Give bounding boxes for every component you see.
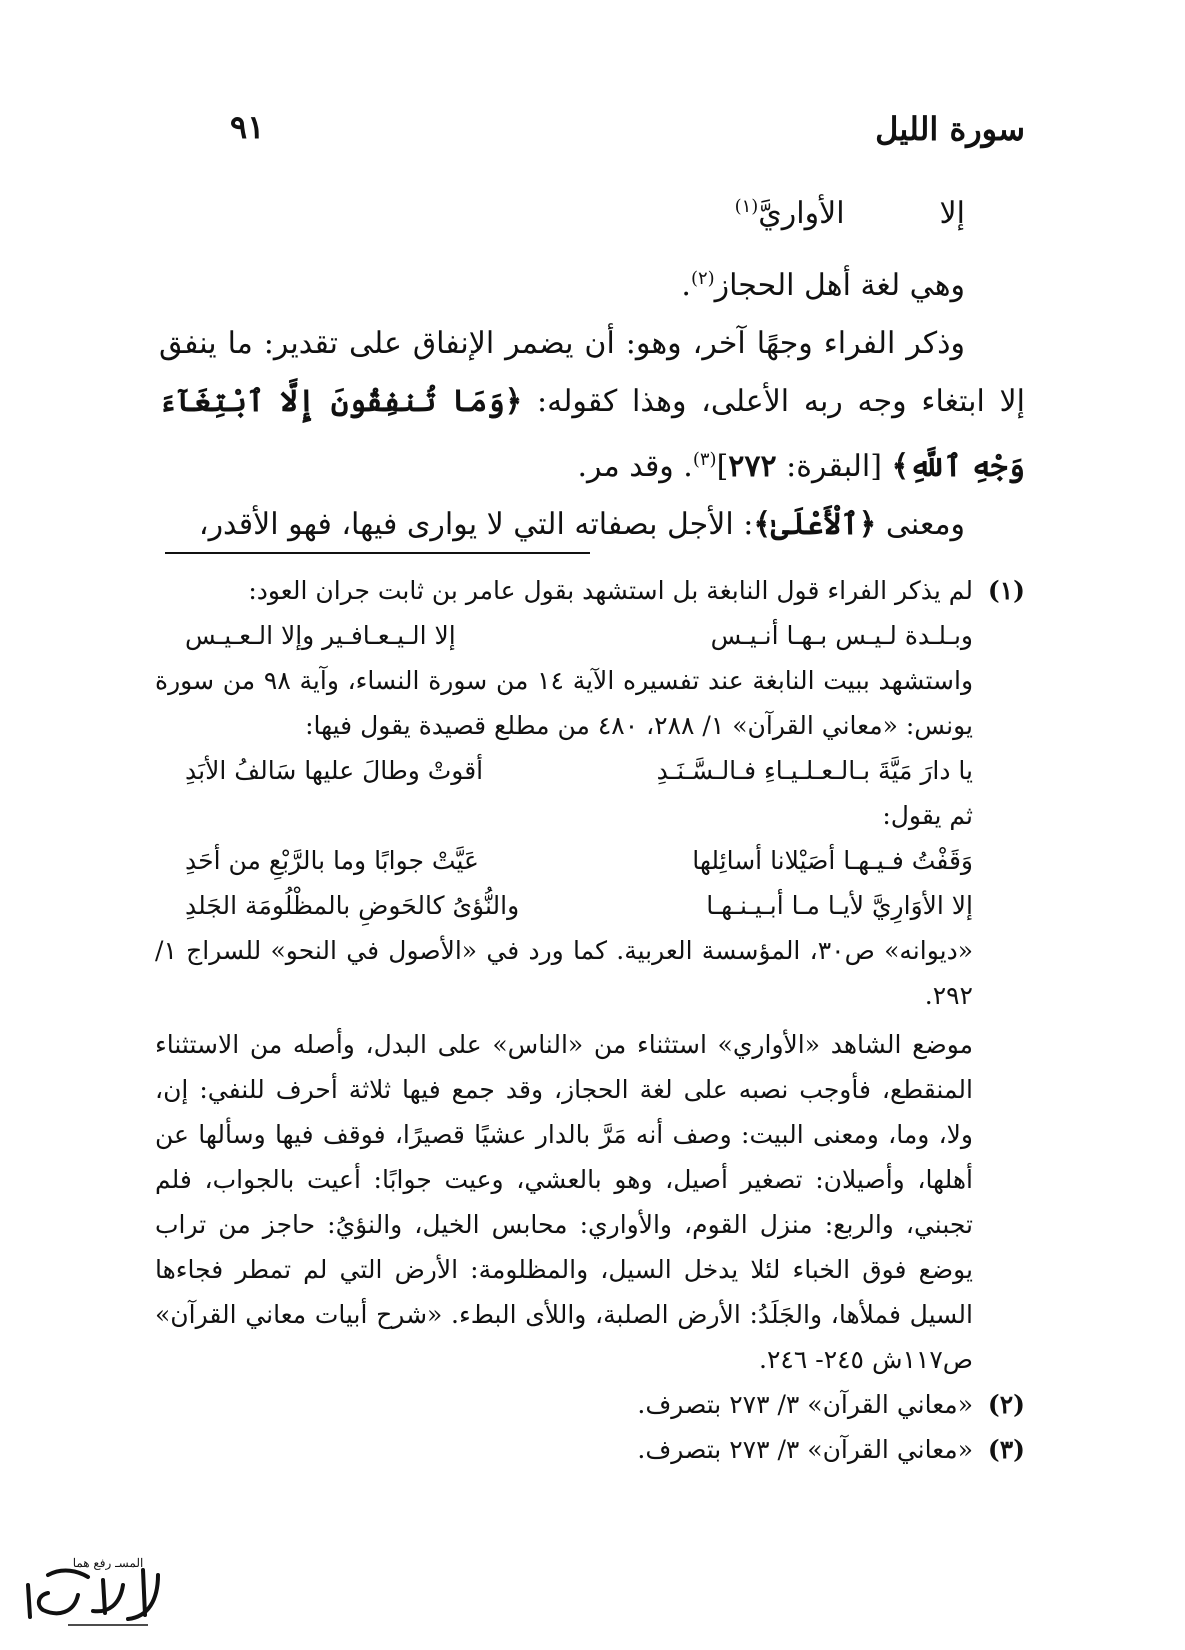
footnote-number: (١) <box>987 576 1025 605</box>
footnote-text: واستشهد ببيت النابغة عند تفسيره الآية ١٤ من سورة النساء، وآية ٩٨ من سورة يونس: «معاني القرآن» ١/ ٢٨٨، ٤٨٠ من مطلع قصيدة يقول فيها: <box>155 666 974 740</box>
footnote-text: «معاني القرآن» ٣/ ٢٧٣ بتصرف. <box>637 1390 973 1419</box>
paragraph: وذكر الفراء وجهًا آخر، وهو: أن يضمر الإنفاق على تقدير: ما ينفق إلا ابتغاء وجه ربه الأعلى، وهذا كقوله: ﴿وَمَا تُنفِقُونَ إِلَّا ٱبْتِغَآءَ وَجْهِ ٱللَّهِ﴾ [البقرة: ٢٧٢]$^{(٣)}$. وقد مر. <box>159 326 1025 484</box>
footnote-ref: (٢) <box>690 268 715 289</box>
verse-word: إلا <box>939 196 965 231</box>
verse-word: الأواريَّ$^{(١)}$ <box>734 196 845 231</box>
svg-text:المسـ رفع هما: المسـ رفع هما <box>72 1556 144 1570</box>
footnote-2 <box>155 1382 1025 1427</box>
footnote-divider <box>165 552 590 554</box>
poem-verse: وبـلـدة لـيـس بـهـا أنـيـس إلا الـيـعـافـير وإلا الـعـيـس <box>185 621 973 650</box>
footnote-text: «ديوانه» ص٣٠، المؤسسة العربية. كما ورد في «الأصول في النحو» للسراج ١/ ٢٩٢. <box>155 936 973 1010</box>
paragraph: وهي لغة أهل الحجاز$^{(٢)}$. <box>681 268 965 303</box>
poem-verse: وَقَفْتُ فـيـهـا أصَيْلانا أسائِلها عَيَّتْ جوابًا وما بالرَّبْعِ من أحَدِ <box>185 846 973 875</box>
footnote-text: ثم يقول: <box>882 801 973 830</box>
poem-verse: إلا الأوَارِيَّ لأيـا مـا أبـيـنـهـا والنُّؤىُ كالحَوضِ بالمظْلُومَة الجَلدِ <box>185 891 973 920</box>
footnotes <box>155 568 1025 1472</box>
footnote-text: موضع الشاهد «الأواري» استثناء من «الناس» على البدل، وأصله من الاستثناء المنقطع، فأوجب نصبه على لغة الحجاز، وقد جمع فيها ثلاثة أحرف للنفي: إن، ولا، وما، ومعنى البيت: وصف أنه مَرَّ بالدار عشيًا قصيرًا، فوقف فيها وسألها عن أهلها، وأصيلان: تصغير أصيل، وهو بالعشي، وعيت جوابًا: أعيت بالجواب، فلم تجبني، والربع: منزل القوم، والأواري: محابس الخيل، والنؤيُ: حاجز من تراب يوضع فوق الخباء لئلا يدخل السيل، والمظلومة: الأرض التي لم تمطر فجاءها السيل فملأها، والجَلَدُ: الأرض الصلبة، واللأى البطء. «شرح أبيات معاني القرآن» ص١١٧ش ٢٤٥- ٢٤٦. <box>155 1030 973 1374</box>
footnote-text: لم يذكر الفراء قول النابغة بل استشهد بقول عامر بن ثابت جران العود: <box>248 576 973 605</box>
main-text <box>159 250 1025 554</box>
quran-quote: ﴿ٱلْأَعْلَىٰ﴾ <box>753 507 877 542</box>
footnote-1 <box>155 568 1025 1382</box>
paragraph: ومعنى ﴿ٱلْأَعْلَىٰ﴾: الأجل بصفاته التي لا يوارى فيها، فهو الأقدر، <box>198 507 965 542</box>
publisher-logo-icon <box>8 1555 178 1635</box>
poem-verse: يا دارَ مَيَّةَ بـالـعـلـيـاءِ فـالـسَّـنَـدِ أقوتْ وطالَ عليها سَالفُ الأبَدِ <box>185 756 973 785</box>
footnote-number: (٣) <box>987 1435 1025 1464</box>
footnote-3 <box>155 1427 1025 1472</box>
page-number: ٩١ <box>230 108 265 146</box>
footnote-text: «معاني القرآن» ٣/ ٢٧٣ بتصرف. <box>637 1435 973 1464</box>
surah-title: سورة الليل <box>875 110 1025 148</box>
verse-number: ٢٧٢ <box>728 449 777 484</box>
verse-fragment <box>735 196 965 231</box>
footnote-ref: (٣) <box>692 449 717 470</box>
footnote-number: (٢) <box>987 1390 1025 1419</box>
footnote-ref: (١) <box>734 196 759 217</box>
quran-quote: ﴿وَمَا تُنفِقُونَ إِلَّا ٱبْتِغَآءَ وَجْهِ ٱللَّهِ﴾ <box>159 384 1025 484</box>
